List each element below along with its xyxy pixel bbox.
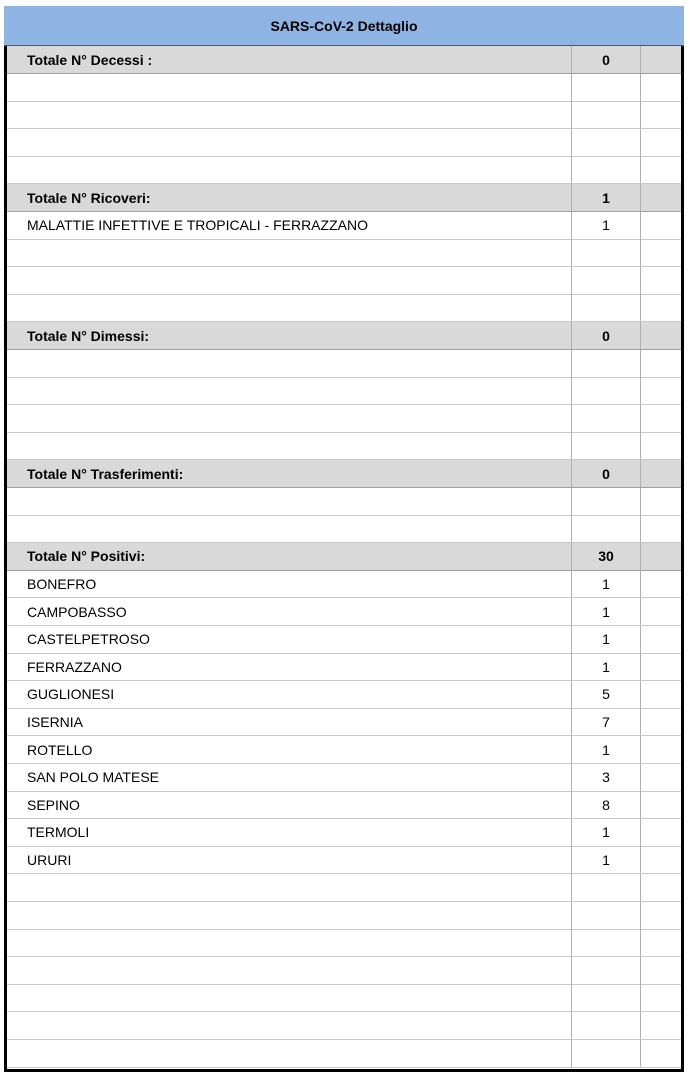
row-label: ROTELLO	[27, 741, 93, 758]
row-value: 1	[571, 570, 641, 597]
row-label	[7, 405, 571, 432]
blank-row	[7, 957, 681, 985]
row-value	[571, 957, 641, 984]
extra-cell	[641, 156, 681, 183]
blank-row	[7, 902, 681, 930]
extra-cell	[641, 1040, 681, 1067]
extra-cell	[641, 488, 681, 515]
section-row	[7, 460, 681, 488]
row-value	[571, 405, 641, 432]
row-label: SAN POLO MATESE	[27, 769, 159, 786]
row-label	[7, 377, 571, 404]
row-label	[7, 294, 571, 321]
extra-cell	[641, 874, 681, 901]
row-label	[7, 902, 571, 929]
extra-cell	[641, 267, 681, 294]
row-label: URURI	[27, 851, 72, 868]
row-label: ISERNIA	[27, 713, 84, 730]
row-label	[7, 515, 571, 542]
row-value	[571, 1040, 641, 1067]
table-row	[7, 846, 681, 874]
blank-row	[7, 1040, 681, 1068]
extra-cell	[641, 46, 681, 73]
extra-cell	[641, 460, 681, 487]
blank-row	[7, 239, 681, 267]
blank-row	[7, 377, 681, 405]
row-label	[7, 1012, 571, 1039]
row-label	[7, 488, 571, 515]
section-total: 1	[571, 184, 641, 211]
row-value	[571, 377, 641, 404]
table-row	[7, 819, 681, 847]
row-value	[571, 74, 641, 101]
row-label	[7, 984, 571, 1011]
extra-cell	[641, 515, 681, 542]
extra-cell	[641, 929, 681, 956]
row-value: 1	[571, 653, 641, 680]
row-label	[7, 957, 571, 984]
blank-row	[7, 350, 681, 378]
table-row	[7, 626, 681, 654]
table-row	[7, 653, 681, 681]
blank-row	[7, 156, 681, 184]
section-label: Totale N° Ricoveri:	[27, 189, 151, 206]
row-value: 1	[571, 598, 641, 625]
blank-row	[7, 984, 681, 1012]
section-label: Totale N° Decessi :	[27, 51, 153, 68]
row-label	[7, 432, 571, 459]
row-value: 7	[571, 708, 641, 735]
row-label	[7, 1040, 571, 1067]
row-label	[7, 101, 571, 128]
extra-cell	[641, 626, 681, 653]
section-label: Totale N° Positivi:	[27, 548, 146, 565]
extra-cell	[641, 1012, 681, 1039]
blank-row	[7, 929, 681, 957]
row-label: SEPINO	[27, 796, 80, 813]
blank-row	[7, 294, 681, 322]
blank-row	[7, 488, 681, 516]
blank-row	[7, 101, 681, 129]
extra-cell	[641, 791, 681, 818]
row-label: CAMPOBASSO	[27, 603, 127, 620]
row-label: GUGLIONESI	[27, 686, 115, 703]
row-value	[571, 129, 641, 156]
row-label: MALATTIE INFETTIVE E TROPICALI - FERRAZZANO	[27, 217, 368, 234]
section-row	[7, 184, 681, 212]
extra-cell	[641, 212, 681, 239]
row-label	[7, 350, 571, 377]
row-value	[571, 101, 641, 128]
row-value	[571, 239, 641, 266]
table-row	[7, 212, 681, 240]
row-value	[571, 350, 641, 377]
extra-cell	[641, 405, 681, 432]
row-value	[571, 488, 641, 515]
row-label	[7, 74, 571, 101]
row-value: 1	[571, 846, 641, 873]
extra-cell	[641, 653, 681, 680]
extra-cell	[641, 322, 681, 349]
table-row	[7, 708, 681, 736]
section-total: 0	[571, 46, 641, 73]
section-row	[7, 46, 681, 74]
blank-row	[7, 74, 681, 102]
extra-cell	[641, 350, 681, 377]
row-value: 1	[571, 212, 641, 239]
row-value	[571, 902, 641, 929]
row-value: 8	[571, 791, 641, 818]
row-value	[571, 156, 641, 183]
table-row	[7, 681, 681, 709]
extra-cell	[641, 239, 681, 266]
section-label: Totale N° Dimessi:	[27, 327, 150, 344]
row-label	[7, 129, 571, 156]
table-row	[7, 598, 681, 626]
row-value: 3	[571, 764, 641, 791]
row-label: BONEFRO	[27, 575, 97, 592]
blank-row	[7, 515, 681, 543]
extra-cell	[641, 598, 681, 625]
extra-cell	[641, 74, 681, 101]
blank-row	[7, 267, 681, 295]
row-value	[571, 929, 641, 956]
row-label: TERMOLI	[27, 824, 90, 841]
section-label: Totale N° Trasferimenti:	[27, 465, 184, 482]
row-value: 5	[571, 681, 641, 708]
row-label	[7, 239, 571, 266]
row-value	[571, 294, 641, 321]
extra-cell	[641, 681, 681, 708]
extra-cell	[641, 432, 681, 459]
extra-cell	[641, 184, 681, 211]
table-row	[7, 570, 681, 598]
blank-row	[7, 432, 681, 460]
row-label	[7, 156, 571, 183]
row-label: FERRAZZANO	[27, 658, 122, 675]
row-label	[7, 929, 571, 956]
extra-cell	[641, 736, 681, 763]
extra-cell	[641, 570, 681, 597]
row-value	[571, 515, 641, 542]
extra-cell	[641, 902, 681, 929]
extra-cell	[641, 819, 681, 846]
row-label	[7, 874, 571, 901]
blank-row	[7, 405, 681, 433]
extra-cell	[641, 708, 681, 735]
section-row	[7, 322, 681, 350]
extra-cell	[641, 377, 681, 404]
section-row	[7, 543, 681, 571]
table-row	[7, 791, 681, 819]
extra-cell	[641, 129, 681, 156]
section-total: 0	[571, 322, 641, 349]
row-value: 1	[571, 626, 641, 653]
row-value: 1	[571, 819, 641, 846]
extra-cell	[641, 957, 681, 984]
extra-cell	[641, 101, 681, 128]
row-value	[571, 874, 641, 901]
row-value	[571, 432, 641, 459]
row-label: CASTELPETROSO	[27, 631, 150, 648]
extra-cell	[641, 294, 681, 321]
extra-cell	[641, 846, 681, 873]
extra-cell	[641, 764, 681, 791]
report-title: SARS-CoV-2 Dettaglio	[4, 6, 684, 46]
blank-row	[7, 129, 681, 157]
row-value	[571, 984, 641, 1011]
table-row	[7, 764, 681, 792]
extra-cell	[641, 543, 681, 570]
extra-cell	[641, 984, 681, 1011]
row-label	[7, 267, 571, 294]
row-value	[571, 267, 641, 294]
table-row	[7, 736, 681, 764]
row-value: 1	[571, 736, 641, 763]
section-total: 0	[571, 460, 641, 487]
right-grid-strip	[684, 6, 690, 1072]
row-value	[571, 1012, 641, 1039]
blank-row	[7, 1012, 681, 1040]
section-total: 30	[571, 543, 641, 570]
blank-row	[7, 874, 681, 902]
